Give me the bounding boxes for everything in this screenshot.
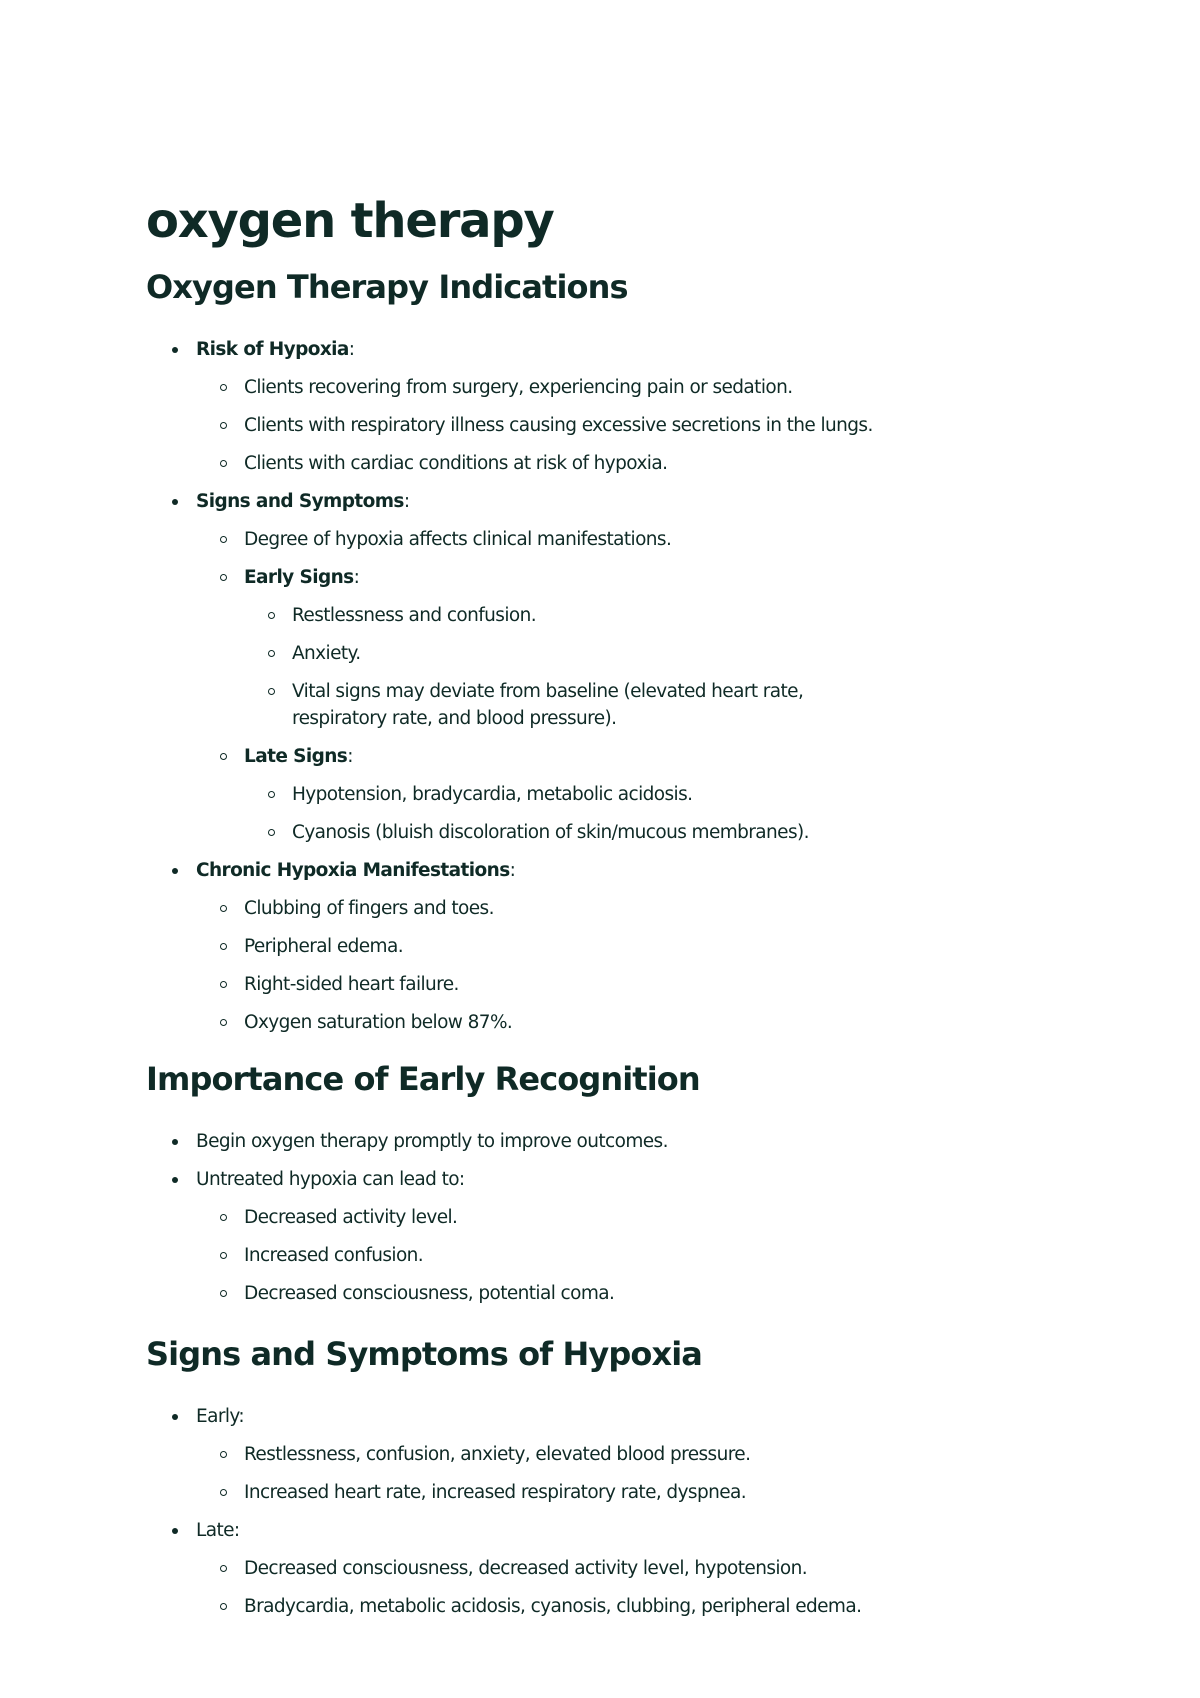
early-signs-sublist [244,602,1106,732]
document-title: oxygen therapy [146,193,554,249]
early-label: Early: [196,1406,245,1427]
list-item-text: Untreated hypoxia can lead to: [196,1169,465,1190]
section-heading-signs-symptoms: Signs and Symptoms of Hypoxia [146,1335,702,1373]
list-item: Bradycardia, metabolic acidosis, cyanosis, clubbing, peripheral edema. [196,1593,1106,1620]
chronic-sublist [196,895,1106,1036]
colon: : [347,746,353,767]
list-item: Clubbing of fingers and toes. [196,895,1106,922]
list-item: Decreased consciousness, potential coma. [196,1280,1106,1307]
list-item-untreated [146,1166,1106,1307]
list-item: Restlessness and confusion. [244,602,1106,629]
consequences-sublist [196,1204,1106,1307]
list-item: Right-sided heart failure. [196,971,1106,998]
list-item: Clients recovering from surgery, experiencing pain or sedation. [196,374,1106,401]
list-item: Peripheral edema. [196,933,1106,960]
early-recognition-list [146,1128,1106,1307]
late-sublist [196,1555,1106,1620]
list-item: Clients with cardiac conditions at risk of hypoxia. [196,450,1106,477]
section-heading-early-recognition: Importance of Early Recognition [146,1060,700,1098]
list-item: Degree of hypoxia affects clinical manifestations. [196,526,1106,553]
list-item-late-signs [196,743,1106,846]
early-sublist [196,1441,1106,1506]
list-item: Oxygen saturation below 87%. [196,1009,1106,1036]
early-signs-label: Early Signs [244,567,354,588]
list-item: Cyanosis (bluish discoloration of skin/mucous membranes). [244,819,1106,846]
list-item: Increased heart rate, increased respiratory rate, dyspnea. [196,1479,1106,1506]
list-item: Begin oxygen therapy promptly to improve outcomes. [146,1128,1106,1155]
signs-label: Signs and Symptoms [196,491,404,512]
list-item-early [146,1403,1106,1506]
list-item [244,678,1106,732]
risk-sublist [196,374,1106,477]
list-item: Hypotension, bradycardia, metabolic acidosis. [244,781,1106,808]
list-item-signs [146,488,1106,846]
list-item: Restlessness, confusion, anxiety, elevated blood pressure. [196,1441,1106,1468]
colon: : [509,860,516,881]
colon: : [348,339,355,360]
risk-label: Risk of Hypoxia [196,339,349,360]
late-signs-label: Late Signs [244,746,348,767]
list-item: Anxiety. [244,640,1106,667]
hypoxia-signs-list [146,1403,1106,1620]
list-item: Decreased consciousness, decreased activity level, hypotension. [196,1555,1106,1582]
list-item: Increased confusion. [196,1242,1106,1269]
document-page [146,190,1106,1620]
colon: : [403,491,410,512]
late-signs-sublist [244,781,1106,846]
signs-sublist [196,526,1106,846]
late-label: Late: [196,1520,240,1541]
indications-list [146,336,1106,1036]
list-item-early-signs [196,564,1106,732]
list-item-chronic [146,857,1106,1036]
list-item: Clients with respiratory illness causing excessive secretions in the lungs. [196,412,1106,439]
section-heading-indications: Oxygen Therapy Indications [146,268,628,306]
list-item-risk [146,336,1106,477]
colon: : [353,567,360,588]
list-item-late [146,1517,1106,1620]
chronic-label: Chronic Hypoxia Manifestations [196,860,510,881]
list-item: Decreased activity level. [196,1204,1106,1231]
list-item-text: Vital signs may deviate from baseline (elevated heart rate, respiratory rate, and blood pressure). [292,681,804,729]
